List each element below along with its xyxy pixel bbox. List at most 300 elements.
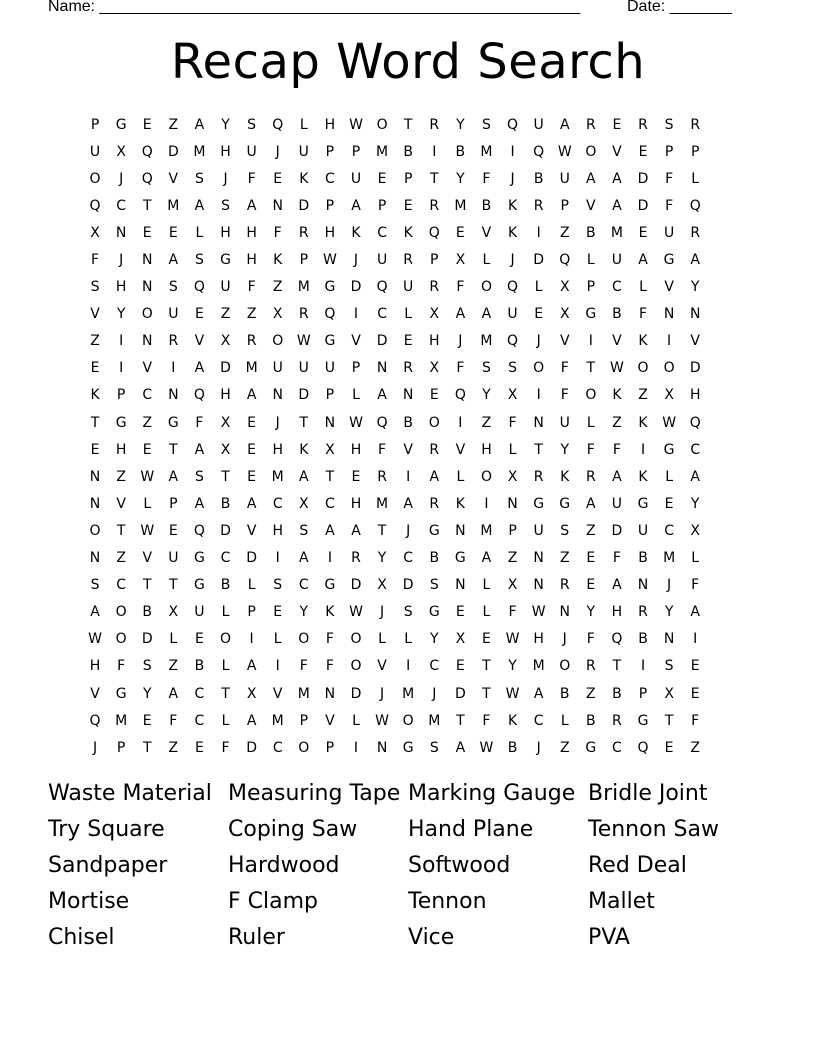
grid-letter: X — [664, 387, 674, 404]
grid-letter: B — [220, 577, 231, 594]
grid-letter: N — [141, 252, 153, 269]
grid-letter: V — [612, 333, 622, 350]
grid-letter: T — [142, 577, 152, 594]
grid-letter: S — [429, 577, 439, 594]
grid-letter: O — [220, 631, 232, 648]
grid-letter: U — [194, 604, 205, 621]
grid-letter: P — [299, 252, 309, 269]
grid-letter: V — [272, 685, 283, 702]
grid-letter: U — [168, 550, 179, 567]
grid-letter: J — [119, 170, 124, 187]
grid-letter: Z — [507, 550, 518, 567]
grid-letter: T — [534, 441, 543, 458]
grid-letter: F — [691, 577, 700, 594]
name-field-label: Name: ______________________________________________________ — [48, 0, 581, 15]
grid-letter: C — [272, 495, 283, 512]
grid-letter: V — [559, 333, 570, 350]
grid-letter: F — [117, 658, 126, 675]
grid-letter: R — [612, 712, 622, 729]
grid-letter: V — [612, 143, 622, 160]
grid-letter: V — [403, 441, 413, 458]
date-field-label: Date: _______ — [627, 0, 732, 15]
grid-letter: C — [612, 739, 622, 756]
grid-letter: O — [141, 306, 153, 323]
grid-letter: P — [247, 604, 256, 621]
grid-letter: U — [220, 279, 231, 296]
grid-letter: B — [586, 224, 596, 241]
grid-letter: N — [272, 387, 283, 404]
grid-letter: L — [273, 631, 282, 648]
grid-letter: F — [273, 224, 282, 241]
grid-letter: U — [89, 143, 101, 160]
grid-letter: M — [532, 658, 545, 675]
grid-letter: H — [246, 224, 257, 241]
grid-letter: A — [351, 197, 361, 214]
word-list-item: Softwood — [408, 852, 511, 878]
grid-letter: E — [638, 224, 648, 241]
grid-letter: X — [690, 522, 700, 539]
grid-letter: M — [376, 495, 389, 512]
grid-letter: P — [351, 143, 361, 160]
grid-letter: L — [352, 712, 360, 729]
grid-letter: N — [533, 550, 544, 567]
grid-letter: N — [507, 495, 518, 512]
grid-letter: F — [586, 631, 595, 648]
grid-letter: M — [297, 685, 310, 702]
grid-letter: E — [194, 739, 204, 756]
grid-letter: S — [664, 116, 674, 133]
grid-letter: B — [403, 414, 413, 431]
grid-letter: Z — [481, 414, 492, 431]
grid-letter: T — [664, 712, 674, 729]
grid-letter: J — [119, 252, 124, 269]
grid-letter: M — [480, 333, 493, 350]
grid-letter: Z — [586, 522, 596, 539]
grid-letter: H — [350, 441, 362, 458]
grid-letter: W — [662, 414, 677, 431]
grid-letter: R — [298, 306, 309, 323]
grid-letter: S — [90, 279, 100, 296]
grid-letter: I — [171, 360, 176, 377]
grid-letter: K — [403, 224, 413, 241]
grid-letter: L — [221, 712, 230, 729]
grid-letter: K — [325, 604, 335, 621]
grid-letter: C — [142, 387, 153, 404]
grid-letter: C — [664, 522, 674, 539]
grid-letter: E — [534, 306, 544, 323]
grid-letter: O — [115, 631, 127, 648]
grid-letter: F — [247, 170, 256, 187]
grid-letter: W — [296, 333, 311, 350]
grid-letter: K — [638, 468, 648, 485]
grid-letter: V — [586, 197, 596, 214]
grid-letter: R — [533, 468, 544, 485]
grid-letter: E — [586, 550, 596, 567]
grid-letter: B — [638, 550, 648, 567]
grid-letter: N — [272, 197, 283, 214]
grid-letter: X — [455, 252, 466, 269]
grid-letter: R — [168, 333, 179, 350]
grid-letter: J — [536, 739, 541, 756]
grid-letter: Y — [508, 658, 517, 675]
grid-letter: J — [353, 252, 359, 269]
grid-letter: U — [168, 306, 179, 323]
grid-letter: T — [142, 197, 152, 214]
grid-letter: Z — [586, 685, 596, 702]
grid-letter: O — [89, 522, 101, 539]
grid-letter: E — [377, 170, 387, 187]
grid-letter: M — [480, 522, 493, 539]
grid-letter: W — [375, 712, 389, 729]
grid-letter: T — [429, 170, 439, 187]
grid-letter: P — [403, 170, 413, 187]
grid-letter: Q — [376, 279, 388, 296]
grid-letter: B — [612, 685, 622, 702]
grid-letter: E — [612, 116, 622, 133]
grid-letter: X — [455, 631, 466, 648]
grid-letter: O — [480, 279, 492, 296]
grid-letter: Q — [428, 224, 440, 241]
grid-letter: X — [116, 143, 126, 160]
grid-letter: Q — [637, 739, 649, 756]
grid-letter: V — [90, 306, 100, 323]
grid-letter: E — [90, 441, 100, 458]
grid-letter: P — [169, 495, 178, 512]
grid-letter: L — [691, 170, 700, 187]
grid-letter: A — [533, 685, 544, 702]
grid-letter: P — [377, 197, 387, 214]
grid-letter: G — [115, 116, 127, 133]
grid-letter: F — [169, 712, 178, 729]
grid-letter: A — [194, 441, 205, 458]
grid-letter: Y — [690, 279, 700, 296]
grid-letter: F — [586, 441, 595, 458]
grid-letter: R — [403, 360, 414, 377]
grid-letter: A — [690, 468, 700, 485]
grid-letter: K — [507, 224, 518, 241]
grid-letter: I — [275, 550, 280, 567]
grid-letter: F — [508, 604, 517, 621]
word-list-item: Hand Plane — [408, 817, 534, 843]
letter-grid — [82, 111, 708, 761]
grid-letter: Y — [690, 495, 700, 512]
header-line — [48, 0, 748, 20]
grid-letter: E — [142, 441, 152, 458]
grid-letter: Y — [299, 604, 309, 621]
grid-letter: G — [115, 685, 127, 702]
grid-letter: I — [119, 333, 124, 350]
grid-letter: S — [482, 116, 491, 133]
word-list-item: Try Square — [48, 817, 165, 843]
grid-letter: U — [298, 360, 309, 377]
grid-letter: X — [507, 468, 518, 485]
grid-letter: Q — [454, 387, 466, 404]
grid-letter: I — [327, 550, 332, 567]
grid-letter: U — [350, 170, 362, 187]
grid-letter: H — [324, 116, 336, 133]
grid-letter: E — [194, 631, 204, 648]
word-list-item: Mallet — [588, 888, 655, 914]
grid-letter: R — [377, 468, 387, 485]
grid-letter: L — [195, 224, 204, 241]
grid-letter: K — [560, 468, 570, 485]
grid-letter: W — [557, 143, 572, 160]
grid-letter: Q — [559, 252, 571, 269]
grid-letter: A — [429, 468, 440, 485]
grid-letter: G — [585, 306, 597, 323]
grid-letter: G — [637, 495, 649, 512]
grid-letter: Y — [456, 116, 465, 133]
grid-letter: Z — [168, 739, 179, 756]
grid-letter: B — [533, 170, 544, 187]
grid-letter: E — [247, 468, 257, 485]
grid-letter: F — [221, 739, 230, 756]
grid-letter: V — [116, 495, 126, 512]
grid-letter: S — [168, 279, 178, 296]
grid-letter: U — [324, 360, 336, 377]
grid-letter: G — [663, 441, 675, 458]
grid-letter: E — [247, 441, 257, 458]
grid-letter: E — [168, 224, 178, 241]
grid-letter: S — [508, 360, 517, 377]
grid-letter: W — [140, 522, 155, 539]
grid-letter: L — [378, 631, 386, 648]
grid-letter: Y — [456, 170, 465, 187]
grid-letter: A — [403, 495, 413, 512]
word-list-item: Vice — [408, 924, 455, 950]
word-list-item: Tennon — [408, 888, 487, 914]
grid-letter: W — [505, 631, 520, 648]
grid-letter: M — [271, 468, 284, 485]
grid-letter: H — [324, 224, 336, 241]
grid-letter: N — [533, 577, 544, 594]
grid-letter: P — [299, 712, 309, 729]
grid-letter: X — [220, 441, 231, 458]
grid-letter: E — [586, 577, 596, 594]
grid-letter: C — [533, 712, 544, 729]
grid-letter: T — [221, 468, 230, 485]
grid-letter: K — [351, 224, 361, 241]
grid-letter: E — [273, 604, 283, 621]
grid-letter: K — [455, 495, 465, 512]
grid-letter: J — [380, 604, 385, 621]
grid-letter: D — [637, 197, 649, 214]
grid-letter: Q — [89, 712, 101, 729]
word-list-item: Chisel — [48, 924, 115, 950]
grid-letter: L — [169, 631, 178, 648]
grid-letter: O — [350, 658, 362, 675]
grid-letter: J — [667, 577, 672, 594]
grid-letter: S — [403, 604, 413, 621]
grid-letter: T — [325, 468, 335, 485]
grid-letter: A — [246, 658, 257, 675]
grid-letter: O — [350, 631, 362, 648]
grid-letter: P — [325, 143, 335, 160]
grid-letter: O — [585, 387, 597, 404]
grid-letter: N — [324, 685, 336, 702]
grid-letter: U — [637, 522, 649, 539]
grid-letter: L — [508, 441, 517, 458]
grid-letter: T — [482, 685, 491, 702]
grid-letter: G — [454, 550, 466, 567]
grid-letter: I — [588, 333, 593, 350]
grid-letter: B — [586, 712, 596, 729]
grid-letter: P — [90, 116, 100, 133]
word-list-item: Coping Saw — [228, 817, 358, 843]
grid-letter: A — [246, 712, 257, 729]
grid-letter: O — [89, 170, 101, 187]
grid-letter: R — [403, 252, 414, 269]
grid-letter: N — [455, 522, 466, 539]
grid-letter: R — [585, 116, 596, 133]
grid-letter: E — [690, 658, 700, 675]
grid-letter: V — [194, 333, 205, 350]
grid-letter: D — [220, 360, 231, 377]
grid-letter: A — [559, 116, 570, 133]
grid-letter: A — [481, 550, 492, 567]
grid-letter: X — [429, 306, 440, 323]
grid-letter: I — [432, 143, 437, 160]
grid-letter: E — [482, 631, 491, 648]
word-list-item: Mortise — [48, 888, 130, 914]
grid-letter: L — [665, 468, 674, 485]
grid-letter: N — [689, 306, 701, 323]
grid-letter: J — [380, 685, 385, 702]
grid-letter: Z — [690, 739, 700, 756]
grid-letter: Y — [116, 306, 126, 323]
grid-letter: F — [560, 387, 569, 404]
grid-letter: D — [637, 170, 649, 187]
grid-letter: A — [638, 252, 648, 269]
grid-letter: U — [611, 495, 623, 512]
grid-letter: W — [140, 468, 155, 485]
grid-letter: R — [429, 116, 440, 133]
grid-letter: S — [194, 468, 204, 485]
grid-letter: P — [690, 143, 700, 160]
grid-letter: I — [406, 658, 411, 675]
grid-letter: N — [376, 739, 388, 756]
grid-letter: M — [297, 279, 310, 296]
grid-letter: S — [560, 522, 570, 539]
grid-letter: L — [586, 414, 595, 431]
grid-letter: A — [690, 252, 700, 269]
grid-letter: U — [246, 143, 257, 160]
grid-letter: D — [611, 522, 623, 539]
grid-letter: L — [586, 252, 595, 269]
grid-letter: U — [272, 360, 283, 377]
grid-letter: H — [429, 333, 440, 350]
grid-letter: O — [428, 414, 440, 431]
grid-letter: C — [612, 279, 622, 296]
word-list-item: Hardwood — [228, 852, 340, 878]
grid-letter: F — [691, 712, 700, 729]
grid-letter: N — [559, 604, 570, 621]
grid-letter: E — [247, 414, 257, 431]
grid-letter: C — [116, 577, 127, 594]
grid-letter: D — [350, 577, 362, 594]
grid-letter: M — [610, 224, 623, 241]
grid-letter: R — [429, 279, 440, 296]
grid-letter: A — [612, 468, 622, 485]
grid-letter: M — [193, 143, 206, 160]
grid-letter: L — [352, 387, 360, 404]
grid-letter: J — [223, 170, 228, 187]
grid-letter: E — [142, 712, 152, 729]
grid-letter: X — [90, 224, 100, 241]
grid-letter: L — [221, 658, 230, 675]
word-list-item: Ruler — [228, 924, 285, 950]
grid-letter: B — [638, 631, 648, 648]
grid-letter: C — [116, 197, 127, 214]
grid-letter: F — [508, 414, 517, 431]
grid-letter: E — [194, 306, 204, 323]
grid-letter: Q — [611, 631, 623, 648]
grid-letter: A — [168, 252, 179, 269]
grid-letter: Z — [90, 333, 100, 350]
grid-letter: K — [507, 712, 518, 729]
grid-letter: B — [481, 197, 492, 214]
grid-letter: R — [429, 197, 440, 214]
grid-letter: E — [429, 387, 439, 404]
grid-letter: O — [298, 631, 310, 648]
grid-letter: P — [351, 360, 361, 377]
grid-letter: D — [141, 631, 153, 648]
grid-letter: S — [142, 658, 152, 675]
grid-letter: O — [559, 658, 571, 675]
grid-letter: Q — [193, 279, 205, 296]
grid-letter: I — [693, 631, 698, 648]
grid-letter: K — [299, 170, 309, 187]
grid-letter: D — [350, 685, 362, 702]
grid-letter: Q — [193, 522, 205, 539]
grid-letter: N — [141, 333, 153, 350]
grid-letter: V — [351, 333, 361, 350]
grid-letter: E — [142, 116, 152, 133]
grid-letter: J — [92, 739, 98, 756]
grid-letter: F — [378, 441, 387, 458]
grid-letter: P — [116, 739, 126, 756]
grid-letter: Y — [221, 116, 230, 133]
grid-letter: Y — [560, 441, 570, 458]
grid-letter: G — [428, 604, 440, 621]
grid-letter: Z — [272, 279, 283, 296]
grid-letter: Z — [116, 550, 126, 567]
grid-letter: T — [377, 522, 387, 539]
grid-letter: R — [559, 577, 570, 594]
grid-letter: R — [351, 550, 361, 567]
grid-letter: Z — [612, 414, 622, 431]
grid-letter: I — [275, 658, 280, 675]
grid-letter: J — [275, 143, 280, 160]
grid-letter: R — [429, 495, 440, 512]
grid-letter: Z — [220, 306, 231, 323]
grid-letter: Q — [193, 387, 205, 404]
grid-letter: X — [507, 577, 518, 594]
grid-letter: K — [638, 333, 648, 350]
grid-letter: F — [299, 658, 308, 675]
grid-letter: A — [194, 197, 205, 214]
grid-letter: X — [246, 685, 257, 702]
grid-letter: G — [428, 522, 440, 539]
grid-letter: V — [377, 658, 387, 675]
grid-letter: A — [194, 360, 205, 377]
grid-letter: O — [376, 116, 388, 133]
grid-letter: O — [298, 739, 310, 756]
grid-letter: I — [353, 739, 359, 756]
grid-letter: M — [428, 712, 441, 729]
word-list-item: Sandpaper — [48, 852, 168, 878]
grid-letter: L — [404, 631, 413, 648]
